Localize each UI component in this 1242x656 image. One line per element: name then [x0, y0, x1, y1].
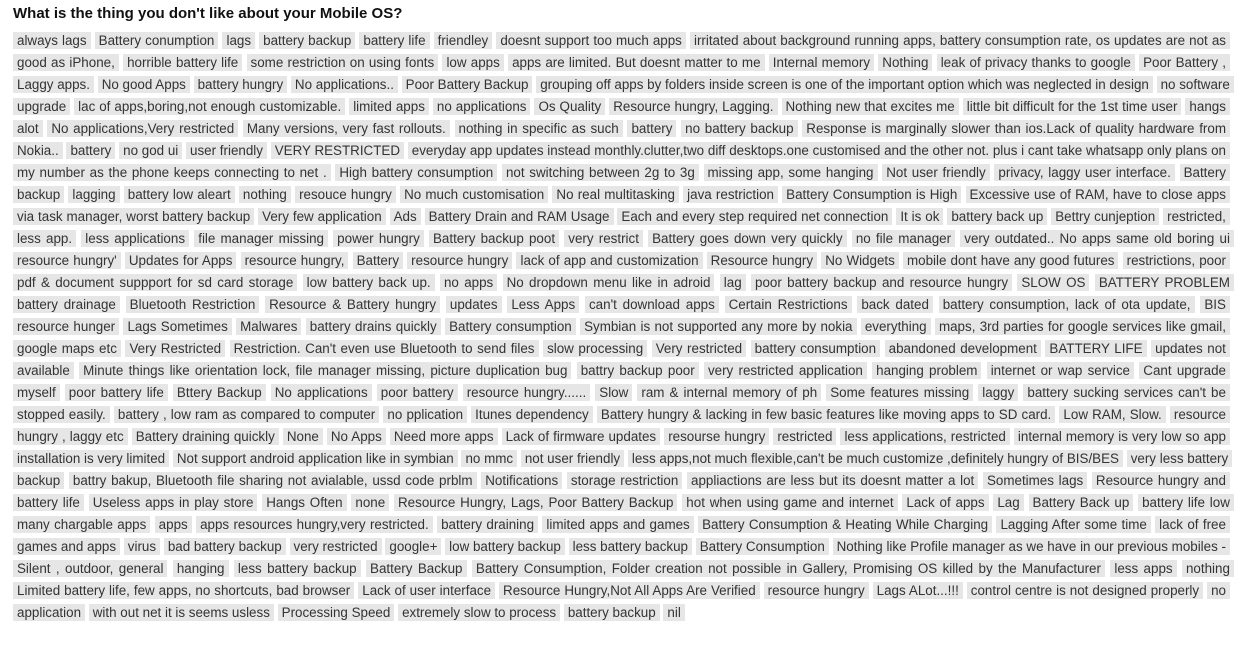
response-chip: battery drains quickly	[306, 318, 441, 335]
response-chip: Lags ALot...!!!	[873, 582, 963, 599]
response-chip: less battery backup	[569, 538, 692, 555]
response-chip: battery consumption	[751, 340, 880, 357]
response-chip: No applications..	[291, 76, 398, 93]
response-chip: No Widgets	[821, 252, 899, 269]
response-chip: Battery backup poot	[429, 230, 559, 247]
response-chip: nothing	[1182, 560, 1234, 577]
response-chip: hanging	[173, 560, 229, 577]
response-chip: everyday app updates instead monthly.clutter,two diff desktops.one customised and the other not. plus i cant take whatsapp only plans on my number as the phone keeps connecting to net .	[13, 142, 1230, 181]
response-chip: Some features missing	[826, 384, 973, 401]
response-chip: missing app, some hanging	[704, 164, 878, 181]
response-chip: Hangs Often	[262, 494, 346, 511]
response-chip: very restricted application	[704, 362, 867, 379]
response-chip: doesnt support too much apps	[496, 32, 686, 49]
response-chip: No good Apps	[98, 76, 190, 93]
response-chip: Resource & Battery hungry	[265, 296, 440, 313]
response-chip: Notifications	[481, 472, 562, 489]
response-chip: poor battery backup and resource hungry	[751, 274, 1012, 291]
response-chip: appliactions are less but its doesnt matter a lot	[687, 472, 978, 489]
response-chip: no god ui	[119, 142, 182, 159]
response-chip: battery backup	[564, 604, 660, 621]
response-chip: Battery	[353, 252, 403, 269]
response-chip: It is ok	[896, 208, 943, 225]
response-chip: Need more apps	[390, 428, 498, 445]
response-chip: Poor Battery Backup	[402, 76, 533, 93]
response-chip: no apps	[440, 274, 497, 291]
response-chip: low battery back up.	[303, 274, 435, 291]
response-chip: Very few application	[258, 208, 386, 225]
response-chip: VERY RESTRICTED	[271, 142, 404, 159]
response-chip: Excessive use of RAM, have to close apps via task manager, worst battery backup	[13, 186, 1230, 225]
response-chip: control centre is not designed properly	[967, 582, 1203, 599]
response-chip: internet or wap service	[987, 362, 1134, 379]
response-chip: Battery backup	[13, 164, 1230, 203]
response-chip: battry backup poor	[577, 362, 699, 379]
response-chip: java restriction	[683, 186, 778, 203]
response-chip: Processing Speed	[278, 604, 395, 621]
response-chip: abandoned development	[885, 340, 1041, 357]
response-chip: resource hungry , laggy etc	[13, 406, 1230, 445]
response-chip: Lack of firmware updates	[502, 428, 661, 445]
response-chip: Resource Hungry, Lags, Poor Battery Backup	[394, 494, 677, 511]
response-chip: hangs alot	[13, 98, 1230, 137]
response-chip: not user friendly	[521, 450, 624, 467]
response-chip: No applications,Very restricted	[47, 120, 238, 137]
response-chip: horrible battery life	[123, 54, 242, 71]
response-chip: low battery backup	[445, 538, 565, 555]
response-chip: everything	[861, 318, 931, 335]
response-chip: hot when using game and internet	[682, 494, 897, 511]
response-chip: resource hungry	[764, 582, 869, 599]
response-chip: lagging	[68, 186, 119, 203]
response-chip: some restriction on using fonts	[247, 54, 439, 71]
response-chip: restricted	[773, 428, 836, 445]
response-chip: privacy, laggy user interface.	[994, 164, 1174, 181]
response-chip: no battery backup	[681, 120, 797, 137]
response-chip: Response is marginally slower than ios.Lack of quality hardware from Nokia..	[13, 120, 1230, 159]
response-chip: None	[283, 428, 323, 445]
response-chip: user friendly	[186, 142, 267, 159]
response-chip: apps resources hungry,very restricted.	[196, 516, 433, 533]
response-chip: Battery conumption	[95, 32, 219, 49]
response-chip: many chargable apps	[13, 516, 150, 533]
response-chip: Ads	[390, 208, 421, 225]
response-chip: lack of free games and apps	[13, 516, 1230, 555]
response-chip: BATTERY PROBLEM	[1095, 274, 1234, 291]
response-chip: resource hungry	[407, 252, 512, 269]
response-chip: Battery Back up	[1029, 494, 1134, 511]
response-chip: Slow	[595, 384, 632, 401]
response-chip: limited apps	[349, 98, 429, 115]
response-chip: poor battery	[377, 384, 458, 401]
response-chip: battery hungry	[194, 76, 288, 93]
response-chip: mobile dont have any good futures	[903, 252, 1119, 269]
response-chip: Nothing like Profile manager as we have in our previous mobiles - Silent , outdoor, general	[13, 538, 1230, 577]
response-chip: back dated	[857, 296, 933, 313]
response-chip: always lags	[13, 32, 91, 49]
response-chip: Nothing new that excites me	[782, 98, 959, 115]
response-chip: No dropdown menu like in adroid	[503, 274, 715, 291]
response-chip: none	[351, 494, 389, 511]
response-chip: battery draining	[437, 516, 538, 533]
response-chip: No much customisation	[400, 186, 548, 203]
response-chip: Very restricted	[652, 340, 746, 357]
response-chip: can't download apps	[585, 296, 719, 313]
response-chip: Minute things like orientation lock, file manager missing, picture duplication bug	[79, 362, 571, 379]
response-chip: with out net it is seems usless	[89, 604, 274, 621]
response-chip: Limited battery life, few apps, no shortcuts, bad browser	[13, 582, 354, 599]
response-chip: battery sucking services can't be stopped easily.	[13, 384, 1230, 423]
response-chip: very restricted	[290, 538, 382, 555]
response-chip: nothing	[239, 186, 291, 203]
response-chip: battery life	[359, 32, 429, 49]
responses-list	[13, 30, 1230, 624]
response-chip: battery	[627, 120, 676, 137]
response-chip: battery consumption, lack of ota update,	[939, 296, 1195, 313]
response-chip: apps are limited. But doesnt matter to me	[508, 54, 764, 71]
response-chip: resource hunger	[13, 318, 119, 335]
response-chip: Less Apps	[507, 296, 579, 313]
response-chip: little bit difficult for the 1st time user	[963, 98, 1182, 115]
response-chip: laggy	[978, 384, 1018, 401]
response-chip: Many versions, very fast rollouts.	[243, 120, 450, 137]
response-chip: lags	[222, 32, 255, 49]
response-chip: No Apps	[327, 428, 386, 445]
response-chip: High battery consumption	[335, 164, 497, 181]
response-chip: storage restriction	[567, 472, 682, 489]
response-chip: Useless apps in play store	[89, 494, 258, 511]
response-chip: Malwares	[236, 318, 301, 335]
response-chip: Low RAM, Slow.	[1059, 406, 1165, 423]
response-chip: lac of apps,boring,not enough customizable.	[74, 98, 345, 115]
response-chip: battery life low	[1138, 494, 1234, 511]
response-chip: less apps,not much flexible,can't be much customize ,definitely hungry of BIS/BES	[628, 450, 1123, 467]
response-chip: Not support android application like in symbian	[173, 450, 458, 467]
response-chip: SLOW OS	[1017, 274, 1089, 291]
response-chip: Bttery Backup	[173, 384, 266, 401]
response-chip: internal memory is very low so app installation is very limited	[13, 428, 1230, 467]
response-chip: power hungry	[333, 230, 424, 247]
response-chip: Resource hungry	[707, 252, 817, 269]
response-chip: battery , low ram as compared to computer	[114, 406, 379, 423]
response-chip: Bluetooth Restriction	[126, 296, 260, 313]
response-chip: battery backup	[259, 32, 355, 49]
response-chip: Battery Consumption is High	[782, 186, 961, 203]
response-chip: Nothing	[878, 54, 932, 71]
response-chip: apps	[155, 516, 192, 533]
response-chip: google+	[385, 538, 441, 555]
response-chip: battery low aleart	[124, 186, 235, 203]
response-chip: no application	[13, 582, 1230, 621]
response-chip: ram & internal memory of ph	[637, 384, 821, 401]
response-chip: resource hungry......	[463, 384, 590, 401]
response-chip: Restriction. Can't even use Bluetooth to send files	[230, 340, 539, 357]
response-chip: limited apps and games	[542, 516, 693, 533]
response-chip: no applications	[433, 98, 531, 115]
response-chip: Lag	[993, 494, 1023, 511]
response-chip: restrictions, poor pdf & document suppport for sd card storage	[13, 252, 1230, 291]
response-chip: no software upgrade	[13, 76, 1234, 115]
response-chip: resource hungry'	[13, 252, 121, 269]
response-chip: Os Quality	[534, 98, 605, 115]
response-chip: Updates for Apps	[125, 252, 237, 269]
response-chip: Battery draining quickly	[132, 428, 279, 445]
response-chip: Resource hungry, Lagging.	[609, 98, 777, 115]
question-heading: What is the thing you don't like about your Mobile OS?	[13, 5, 403, 22]
response-chip: not switching between 2g to 3g	[502, 164, 699, 181]
response-chip: Lack of apps	[902, 494, 988, 511]
response-chip: updates not available	[13, 340, 1230, 379]
response-chip: Resource hungry and battery life	[13, 472, 1230, 511]
response-chip: Battery Drain and RAM Usage	[425, 208, 614, 225]
response-chip: no mmc	[461, 450, 517, 467]
response-chip: lack of app and customization	[516, 252, 702, 269]
response-chip: less applications	[81, 230, 189, 247]
response-chip: file manager missing	[194, 230, 328, 247]
response-chip: irritated about background running apps, battery consumption rate, os updates are not as good as iPhone,	[13, 32, 1230, 71]
response-chip: battry bakup, Bluetooth file sharing not avialable, ussd code prblm	[69, 472, 477, 489]
response-chip: Cant upgrade myself	[13, 362, 1230, 401]
response-chip: Poor Battery , Laggy apps.	[13, 54, 1230, 93]
response-chip: Battery goes down very quickly	[648, 230, 846, 247]
response-chip: lag	[720, 274, 746, 291]
response-chip: extremely slow to process	[398, 604, 560, 621]
response-chip: Battery Backup	[366, 560, 466, 577]
response-chip: no pplication	[383, 406, 467, 423]
response-chip: poor battery life	[65, 384, 168, 401]
response-chip: restricted, less app.	[13, 208, 1230, 247]
response-chip: Battery consumption	[445, 318, 576, 335]
response-chip: Battery Consumption	[696, 538, 829, 555]
response-chip: very less battery backup	[13, 450, 1232, 489]
response-chip: Battery Consumption & Heating While Charging	[698, 516, 992, 533]
response-chip: Sometimes lags	[983, 472, 1087, 489]
response-chip: less apps	[1110, 560, 1176, 577]
response-chip: Not user friendly	[882, 164, 989, 181]
response-chip: resouce hungry	[295, 186, 396, 203]
response-chip: Battery Consumption, Folder creation not possible in Gallery, Promising OS killed by the Manufacturer	[472, 560, 1105, 577]
response-chip: Each and every step required net connection	[617, 208, 892, 225]
response-chip: friendley	[434, 32, 493, 49]
response-chip: grouping off apps by folders inside screen is one of the important option which was neglected in design	[536, 76, 1153, 93]
response-chip: Battery hungry & lacking in few basic features like moving apps to SD card.	[597, 406, 1055, 423]
response-chip: very outdated.. No apps same old boring ui	[960, 230, 1234, 247]
response-chip: Bettry cunjeption	[1051, 208, 1159, 225]
response-chip: low apps	[442, 54, 503, 71]
response-chip: less battery backup	[234, 560, 361, 577]
response-chip: leak of privacy thanks to google	[937, 54, 1135, 71]
response-chip: battery drainage	[13, 296, 120, 313]
response-chip: less applications, restricted	[840, 428, 1009, 445]
response-chip: battery	[66, 142, 115, 159]
response-chip: BATTERY LIFE	[1045, 340, 1146, 357]
response-chip: No real multitasking	[552, 186, 679, 203]
response-chip: updates	[446, 296, 502, 313]
response-chip: bad battery backup	[164, 538, 286, 555]
response-chip: nothing in specific as such	[455, 120, 623, 137]
response-chip: virus	[124, 538, 160, 555]
response-chip: Symbian is not supported any more by nokia	[580, 318, 856, 335]
response-chip: Resource Hungry,Not All Apps Are Verified	[499, 582, 760, 599]
response-chip: No applications	[271, 384, 372, 401]
response-chip: very restrict	[564, 230, 643, 247]
response-chip: Lags Sometimes	[123, 318, 231, 335]
response-chip: nil	[663, 604, 684, 621]
response-chip: Lagging After some time	[996, 516, 1150, 533]
response-chip: Certain Restrictions	[725, 296, 852, 313]
response-chip: resourse hungry	[664, 428, 769, 445]
response-chip: hanging problem	[872, 362, 981, 379]
response-chip: slow processing	[543, 340, 647, 357]
response-chip: battery back up	[947, 208, 1047, 225]
response-chip: Lack of user interface	[358, 582, 495, 599]
response-chip: no file manager	[852, 230, 955, 247]
response-chip: maps, 3rd parties for google services like gmail, google maps etc	[13, 318, 1230, 357]
response-chip: Internal memory	[769, 54, 874, 71]
response-chip: Very Restricted	[125, 340, 225, 357]
response-chip: resource hungry,	[241, 252, 349, 269]
response-chip: Itunes dependency	[471, 406, 593, 423]
response-chip: BIS	[1200, 296, 1230, 313]
